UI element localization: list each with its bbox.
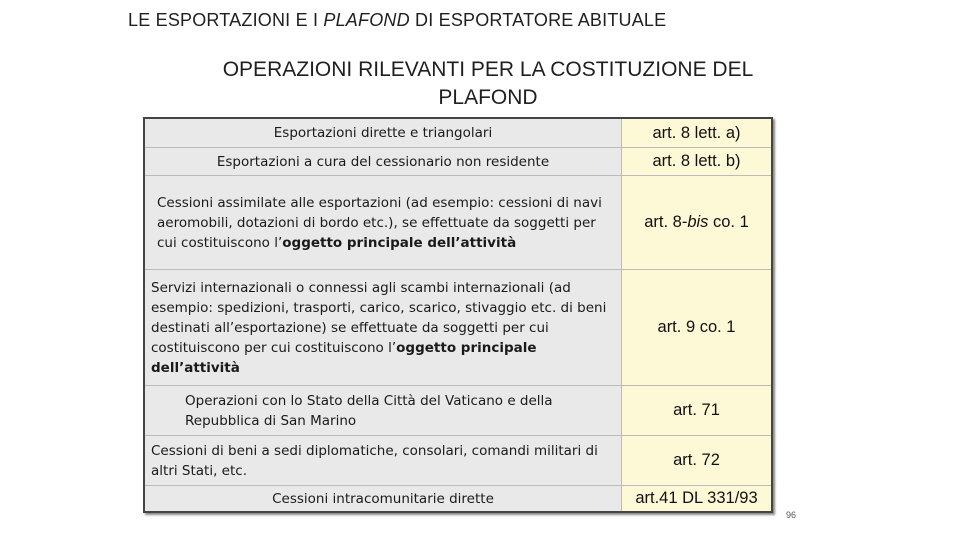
operation-cell bbox=[145, 176, 622, 269]
article-cell bbox=[622, 270, 771, 385]
article-cell bbox=[622, 148, 771, 175]
article-cell bbox=[622, 486, 771, 511]
table-row bbox=[145, 436, 771, 486]
operation-cell bbox=[145, 148, 622, 175]
table-row bbox=[145, 176, 771, 270]
table-row bbox=[145, 148, 771, 176]
article-text-italic: bis bbox=[687, 213, 709, 231]
slide-title bbox=[150, 56, 826, 112]
article-cell bbox=[622, 176, 771, 269]
header-suffix: DI ESPORTATORE ABITUALE bbox=[409, 10, 667, 30]
operation-text: Operazioni con lo Stato della Città del Vaticano e della Repubblica di San Marino bbox=[185, 392, 553, 429]
article-text: art. 9 co. 1 bbox=[657, 318, 736, 336]
title-line-1: OPERAZIONI RILEVANTI PER LA COSTITUZIONE DEL bbox=[222, 58, 754, 81]
operation-text: Esportazioni a cura del cessionario non residente bbox=[216, 153, 550, 170]
article-text: art. 8 lett. a) bbox=[652, 123, 741, 142]
operation-text-bold: oggetto principale dell’attività bbox=[151, 339, 537, 376]
article-text: art. 72 bbox=[673, 451, 720, 469]
operation-cell bbox=[145, 119, 622, 147]
slide-header bbox=[128, 10, 666, 31]
table-row bbox=[145, 486, 771, 511]
header-prefix: LE ESPORTAZIONI E I bbox=[128, 10, 324, 30]
header-italic: PLAFOND bbox=[323, 10, 410, 30]
article-text-suffix: co. 1 bbox=[708, 213, 749, 231]
operation-text: Servizi internazionali o connessi agli scambi internazionali (ad esempio: spedizioni, trasporti, carico, scarico, stivaggio etc. di beni destinati all’esportazione) se effettuate da soggetti per cui costituiscono per cui costituiscono l’ bbox=[151, 279, 607, 356]
article-text: art. 8 lett. b) bbox=[652, 152, 741, 170]
operation-cell bbox=[145, 270, 622, 385]
article-cell bbox=[622, 386, 771, 435]
operation-text-bold: oggetto principale dell’attività bbox=[282, 234, 517, 251]
table-row bbox=[145, 119, 771, 148]
article-text: art. 71 bbox=[673, 401, 720, 419]
article-cell bbox=[622, 119, 771, 147]
operation-cell bbox=[145, 486, 622, 511]
page-number: 96 bbox=[786, 510, 797, 520]
table-row bbox=[145, 270, 771, 386]
table-row bbox=[145, 386, 771, 436]
article-text: art.41 DL 331/93 bbox=[635, 489, 758, 507]
article-cell bbox=[622, 436, 771, 485]
operations-table bbox=[143, 117, 773, 513]
operation-cell bbox=[145, 436, 622, 485]
operation-text: Cessioni di beni a sedi diplomatiche, consolari, comandi militari di altri Stati, etc. bbox=[151, 442, 598, 479]
operation-cell bbox=[145, 386, 622, 435]
title-line-2: PLAFOND bbox=[438, 86, 538, 109]
operation-text: Cessioni intracomunitarie dirette bbox=[272, 490, 494, 507]
article-text: art. 8- bbox=[644, 213, 688, 231]
operation-text: Esportazioni dirette e triangolari bbox=[273, 125, 493, 141]
operation-text: Cessioni assimilate alle esportazioni (ad esempio: cessioni di navi aeromobili, dotazioni di bordo etc.), se effettuate da soggetti per cui costituiscono l’ bbox=[157, 194, 602, 251]
